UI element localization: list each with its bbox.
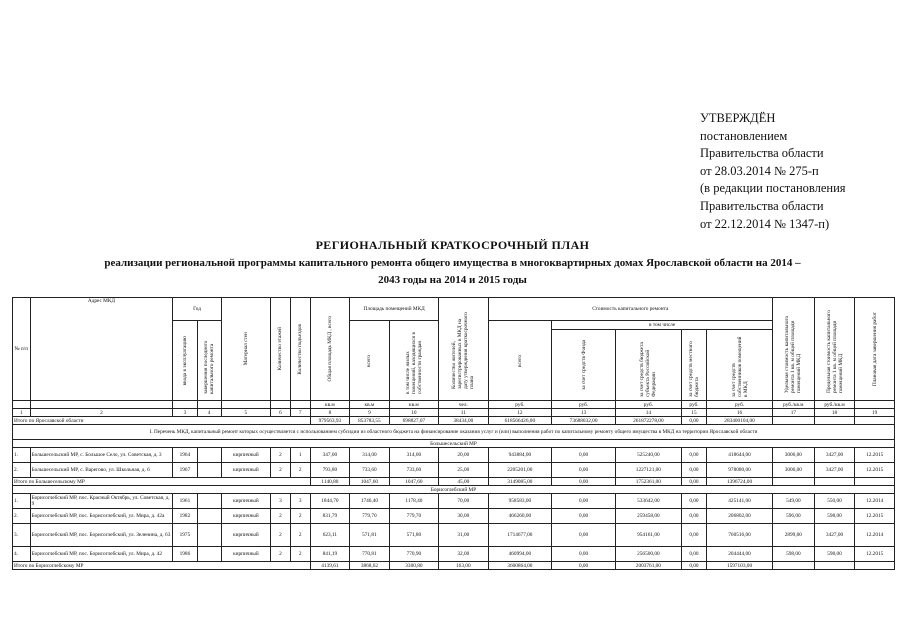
approval-line: (в редакции постановления	[700, 181, 846, 196]
header-total-area: Общая площадь МКД , всего	[310, 298, 350, 401]
column-numbers-row: 1 2 3 4 5 6 7 8 9 10 11 12 13 14 15 16 17 18 19	[13, 409, 895, 417]
header-cost-total: всего	[488, 321, 552, 401]
district-header-row: Большесельский МР	[13, 440, 895, 448]
district-header-row: Борисоглебский МР	[13, 486, 895, 494]
header-wall-material: Материал стен	[221, 298, 270, 401]
header-cost-regional: за счет средств бюджета субъекта Российской Федерации	[615, 330, 681, 401]
approval-line: от 22.12.2014 № 1347-п)	[700, 216, 830, 231]
approval-line: постановлением	[700, 128, 788, 143]
units-row: кв.м кв.м кв.м чел. руб. руб. руб. руб. руб. руб./кв.м руб./кв.м	[13, 401, 895, 409]
table-row: 1. Борисоглебский МР, пос. Красный Октябрь, ул. Советская, д. 9 1961 кирпичный 3 3 1844,70 1746,40 1178,40 70,00 958583,00 0,00 533642,00 0,00 425141,00 549,00 550,00 12.2014	[13, 494, 895, 509]
document-titles	[0, 238, 905, 287]
approval-line: Правительства области	[700, 146, 824, 161]
header-entrances: Количество подъездов	[290, 298, 310, 401]
header-premises-owned: в том числе жилых помещений, находящихся в собственности граждан	[389, 321, 438, 401]
header-residents: Количество жителей, зарегистрированных в МКД на дату утверждения краткосрочного плана	[439, 298, 488, 401]
district-total-row: Итого по Большесельскому МР 1140,80 1047,60 1047,60 45,00 3149085,00 0,00 1752361,00 0,00 1396724,00	[13, 478, 895, 486]
header-planned-date: Плановая дата завершения работ	[855, 298, 895, 401]
approval-line: УТВЕРЖДЁН	[700, 111, 776, 125]
table-row: 1. Большесельский МР, с. Большое Село, ул. Советская, д. 3 1964 кирпичный 2 1 347,00 314,00 314,00 20,00 943884,00 0,00 525240,00 0,00 418644,00 3006,00 3427,00 12.2015	[13, 448, 895, 463]
header-address: Адрес МКД	[30, 298, 173, 401]
document-title: РЕГИОНАЛЬНЫЙ КРАТКОСРОЧНЫЙ ПЛАН	[315, 238, 590, 252]
table-row: 2. Большесельский МР, с. Варегово, ул. Школьная, д. 6 1967 кирпичный 2 2 793,80 733,60 733,60 25,00 2205201,00 0,00 1227121,00 0,00 978080,00 3006,00 3427,00 12.2015	[13, 463, 895, 478]
header-floors: Количество этажей	[271, 298, 291, 401]
header-year: Год	[173, 298, 221, 321]
region-total-row: Итого по Ярославской области 979563,93 853783,55 698827,07 38434,00 618566426,00 73688032,00 261872278,00 0,00 283400104,00	[13, 417, 895, 425]
document-subtitle-line2: 2043 годы на 2014 и 2015 годы	[378, 274, 527, 286]
section-title-row: I. Перечень МКД, капитальный ремонт которых осуществляется с использованием субсидии из областного бюджета на финансирование оказания услуг и (или) выполнения работ по капитальному ремонту общего имущества в МКД на территории Ярославской области	[13, 425, 895, 440]
header-cost: Стоимость капитального ремонта	[488, 298, 772, 321]
header-year-last-repair: завершения последнего капитального ремонта	[197, 321, 221, 401]
document-subtitle-line1: реализации региональной программы капитального ремонта общего имущества в многоквартирных домах Ярославской области на 2014 –	[104, 257, 801, 269]
header-premises-total: всего	[350, 321, 390, 401]
table-row: 4. Борисоглебский МР, пос. Борисоглебский, ул. Мира, д. 42 1986 кирпичный 2 2 841,19 770,81 770,90 32,00 460994,00 0,00 256500,00 0,00 204444,00 598,00 598,00 12.2015	[13, 547, 895, 562]
header-num: № п/п	[13, 298, 31, 401]
header-premises-area: Площадь помещений МКД	[350, 298, 439, 321]
header-including: в том числе	[552, 321, 773, 330]
header-year-built: ввода в эксплуатацию	[173, 321, 197, 401]
table-row: 2. Борисоглебский МР, пос. Борисоглебский, ул. Мира, д. 42а 1982 кирпичный 2 2 831,79 779,70 779,70 30,00 466260,00 0,00 259458,00 0,00 206802,00 596,00 598,00 12.2015	[13, 509, 895, 524]
header-unit-cost: Удельная стоимость капитального ремонта 1 кв. м общей площади помещений МКД	[772, 298, 814, 401]
repair-plan-table	[12, 297, 895, 570]
header-cost-owners: за счет средств собственников помещений в МКД	[707, 330, 773, 401]
header-cost-local: за счет средств местного бюджета	[681, 330, 706, 401]
header-max-unit-cost: Предельная стоимость капитального ремонта 1 кв. м общей площади помещений МКД	[814, 298, 855, 401]
district-total-row: Итого по Борисоглебскому МР 4139,61 3868,62 3300,80 163,00 3600864,00 0,00 2003761,00 0,00 1597103,00	[13, 562, 895, 570]
approval-line: Правительства области	[700, 198, 824, 213]
table-row: 3. Борисоглебский МР, пос. Борисоглебский, ул. Зеленина, д. 63 1975 кирпичный 2 2 623,11 571,81 571,80 31,00 1714677,00 0,00 954161,00 0,00 760516,00 2899,00 3427,00 12.2014	[13, 524, 895, 547]
approval-line: от 28.03.2014 № 275-п	[700, 163, 819, 178]
header-cost-fund: за счет средств Фонда	[552, 330, 616, 401]
approval-stamp	[700, 110, 846, 233]
